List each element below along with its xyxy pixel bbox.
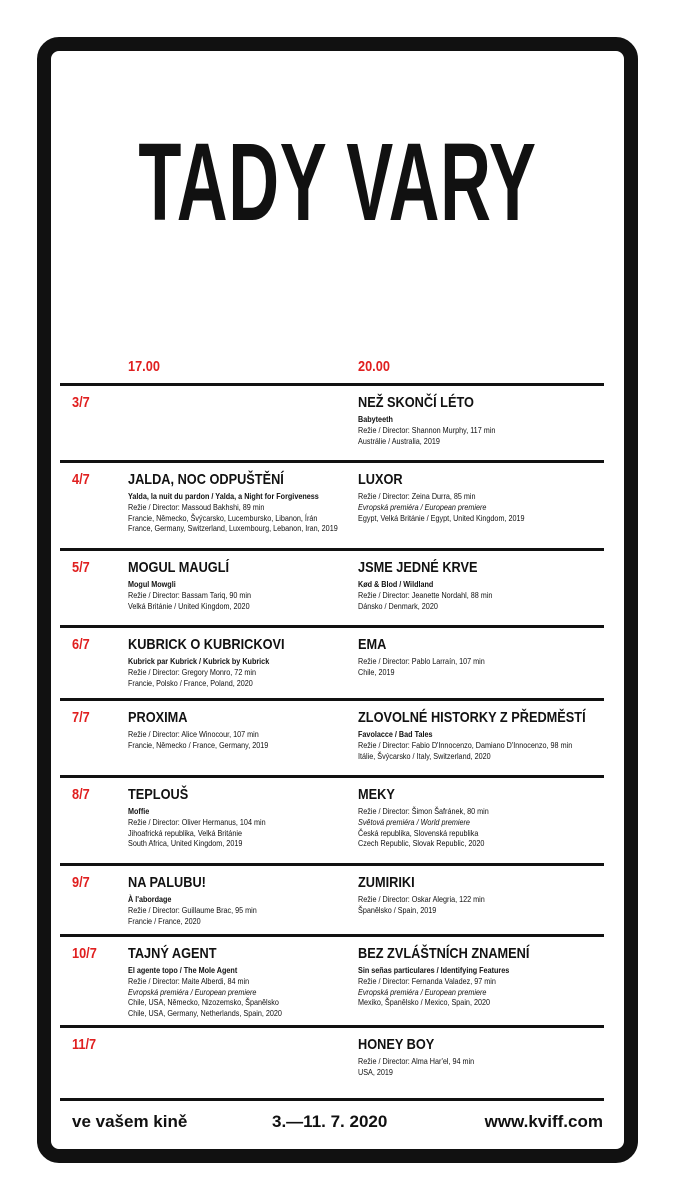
film-entry-1700: [128, 945, 368, 1019]
screening-date: 10/7: [72, 945, 97, 962]
schedule-bottom-rule: [60, 1098, 604, 1101]
footer-dates: 3.—11. 7. 2020: [272, 1112, 388, 1131]
premiere-note: Evropská premiéra / European premiere: [128, 986, 257, 997]
schedule-row: [60, 460, 604, 548]
film-entry-1700: [128, 636, 368, 688]
film-detail: Velká Británie / United Kingdom, 2020: [128, 600, 250, 611]
film-detail: Francie, Německo, Švýcarsko, Lucembursko, Libanon, Írán: [128, 512, 318, 523]
film-original-title: Sin señas particulares / Identifying Features: [358, 965, 510, 975]
film-detail: Francie, Polsko / France, Poland, 2020: [128, 677, 253, 688]
film-detail: Režie / Director: Shannon Murphy, 117 min: [358, 424, 496, 435]
film-detail: Režie / Director: Zeina Durra, 85 min: [358, 491, 476, 501]
schedule-row: [60, 934, 604, 1025]
film-title: NA PALUBU!: [128, 874, 206, 891]
film-title: MEKY: [358, 786, 395, 803]
film-original-title: Babyteeth: [358, 414, 393, 424]
schedule-row: [60, 698, 604, 775]
film-title: KUBRICK O KUBRICKOVI: [128, 636, 285, 653]
film-title: NEŽ SKONČÍ LÉTO: [358, 394, 474, 411]
film-detail: Režie / Director: Fabio D'Innocenzo, Damiano D'Innocenzo, 98 min: [358, 739, 573, 750]
film-detail: Czech Republic, Slovak Republic, 2020: [358, 838, 485, 849]
film-original-title: Kød & Blod / Wildland: [358, 579, 434, 589]
screening-date: 9/7: [72, 874, 90, 891]
film-detail: Dánsko / Denmark, 2020: [358, 600, 438, 611]
film-detail: Chile, USA, Germany, Netherlands, Spain, 2020: [128, 1008, 282, 1019]
film-original-title: Kubrick par Kubrick / Kubrick by Kubrick: [128, 656, 270, 666]
film-detail: Itálie, Švýcarsko / Italy, Switzerland, 2020: [358, 750, 491, 761]
film-title: JSME JEDNÉ KRVE: [358, 559, 478, 576]
film-detail: Režie / Director: Maite Alberdi, 84 min: [128, 975, 250, 986]
film-detail: Režie / Director: Oliver Hermanus, 104 min: [128, 816, 266, 827]
film-title: TAJNÝ AGENT: [128, 945, 217, 962]
film-original-title: Mogul Mowgli: [128, 579, 176, 589]
screening-date: 8/7: [72, 786, 90, 803]
film-detail: Česká republika, Slovenská republika: [358, 827, 479, 838]
film-title: PROXIMA: [128, 709, 188, 726]
film-detail: Mexiko, Španělsko / Mexico, Spain, 2020: [358, 997, 491, 1008]
film-entry-2000: [358, 945, 598, 1008]
film-entry-2000: [358, 394, 598, 446]
film-title: TEPLOUŠ: [128, 786, 189, 803]
film-title: HONEY BOY: [358, 1036, 435, 1053]
film-title: JALDA, NOC ODPUŠTĚNÍ: [128, 471, 284, 488]
film-entry-1700: [128, 786, 368, 849]
film-detail: Francie, Německo / France, Germany, 2019: [128, 739, 269, 750]
film-entry-1700: [128, 471, 368, 534]
film-detail: Režie / Director: Jeanette Nordahl, 88 min: [358, 589, 493, 600]
screening-date: 7/7: [72, 709, 90, 726]
film-original-title: Yalda, la nuit du pardon / Yalda, a Night for Forgiveness: [128, 491, 319, 501]
screening-date: 6/7: [72, 636, 90, 653]
film-title: LUXOR: [358, 471, 403, 488]
film-original-title: El agente topo / The Mole Agent: [128, 965, 238, 975]
footer-cinema-text: ve vašem kině: [72, 1112, 188, 1131]
film-entry-2000: [358, 559, 598, 611]
film-detail: Režie / Director: Massoud Bakhshi, 89 min: [128, 501, 265, 512]
film-entry-2000: [358, 709, 598, 761]
film-detail: France, Germany, Switzerland, Luxembourg, Lebanon, Iran, 2019: [128, 523, 338, 534]
film-detail: Režie / Director: Šimon Šafránek, 80 min: [358, 806, 489, 816]
film-detail: Chile, 2019: [358, 666, 395, 677]
film-detail: Režie / Director: Pablo Larraín, 107 min: [358, 656, 485, 666]
film-entry-1700: [128, 559, 368, 611]
film-detail: Režie / Director: Guillaume Brac, 95 min: [128, 904, 257, 915]
poster-title: TADY VARY: [138, 121, 537, 244]
film-detail: Egypt, Velká Británie / Egypt, United Kingdom, 2019: [358, 512, 525, 523]
film-original-title: Moffie: [128, 806, 150, 816]
film-entry-2000: [358, 874, 598, 916]
film-detail: USA, 2019: [358, 1066, 393, 1077]
schedule-table: [60, 383, 604, 1101]
film-detail: Režie / Director: Gregory Monro, 72 min: [128, 666, 256, 677]
film-entry-1700: [128, 709, 368, 751]
schedule-row: [60, 1025, 604, 1098]
premiere-note: Evropská premiéra / European premiere: [358, 986, 487, 997]
premiere-note: Světová premiéra / World premiere: [358, 816, 470, 827]
time-header-1700: 17.00: [128, 358, 160, 375]
screening-date: 3/7: [72, 394, 90, 411]
time-header-2000: 20.00: [358, 358, 390, 375]
film-detail: Režie / Director: Alice Winocour, 107 min: [128, 729, 259, 739]
schedule-row: [60, 548, 604, 625]
film-entry-2000: [358, 786, 598, 849]
film-entry-1700: [128, 874, 368, 926]
screening-date: 4/7: [72, 471, 90, 488]
film-entry-2000: [358, 471, 598, 523]
film-original-title: À l'abordage: [128, 894, 172, 904]
schedule-row: [60, 775, 604, 863]
schedule-row: [60, 383, 604, 460]
screening-date: 11/7: [72, 1036, 97, 1053]
premiere-note: Evropská premiéra / European premiere: [358, 501, 487, 512]
film-detail: South Africa, United Kingdom, 2019: [128, 838, 243, 849]
film-detail: Austrálie / Australia, 2019: [358, 435, 440, 446]
film-detail: Režie / Director: Alma Har'el, 94 min: [358, 1056, 475, 1066]
film-title: ZLOVOLNÉ HISTORKY Z PŘEDMĚSTÍ: [358, 709, 586, 726]
film-entry-2000: [358, 636, 598, 678]
film-detail: Režie / Director: Bassam Tariq, 90 min: [128, 589, 252, 600]
film-title: ZUMIRIKI: [358, 874, 415, 891]
screening-date: 5/7: [72, 559, 90, 576]
film-entry-2000: [358, 1036, 598, 1078]
schedule-row: [60, 625, 604, 698]
film-original-title: Favolacce / Bad Tales: [358, 729, 433, 739]
schedule-row: [60, 863, 604, 934]
film-detail: Jihoafrická republika, Velká Británie: [128, 827, 242, 838]
film-detail: Režie / Director: Oskar Alegria, 122 min: [358, 894, 485, 904]
film-detail: Režie / Director: Fernanda Valadez, 97 min: [358, 975, 496, 986]
film-title: BEZ ZVLÁŠTNÍCH ZNAMENÍ: [358, 945, 530, 962]
film-detail: Chile, USA, Německo, Nizozemsko, Španělsko: [128, 997, 279, 1008]
footer-website-link[interactable]: www.kviff.com: [484, 1112, 603, 1131]
film-title: MOGUL MAUGLÍ: [128, 559, 230, 576]
film-title: EMA: [358, 636, 387, 653]
film-detail: Španělsko / Spain, 2019: [358, 904, 437, 915]
film-detail: Francie / France, 2020: [128, 915, 201, 926]
